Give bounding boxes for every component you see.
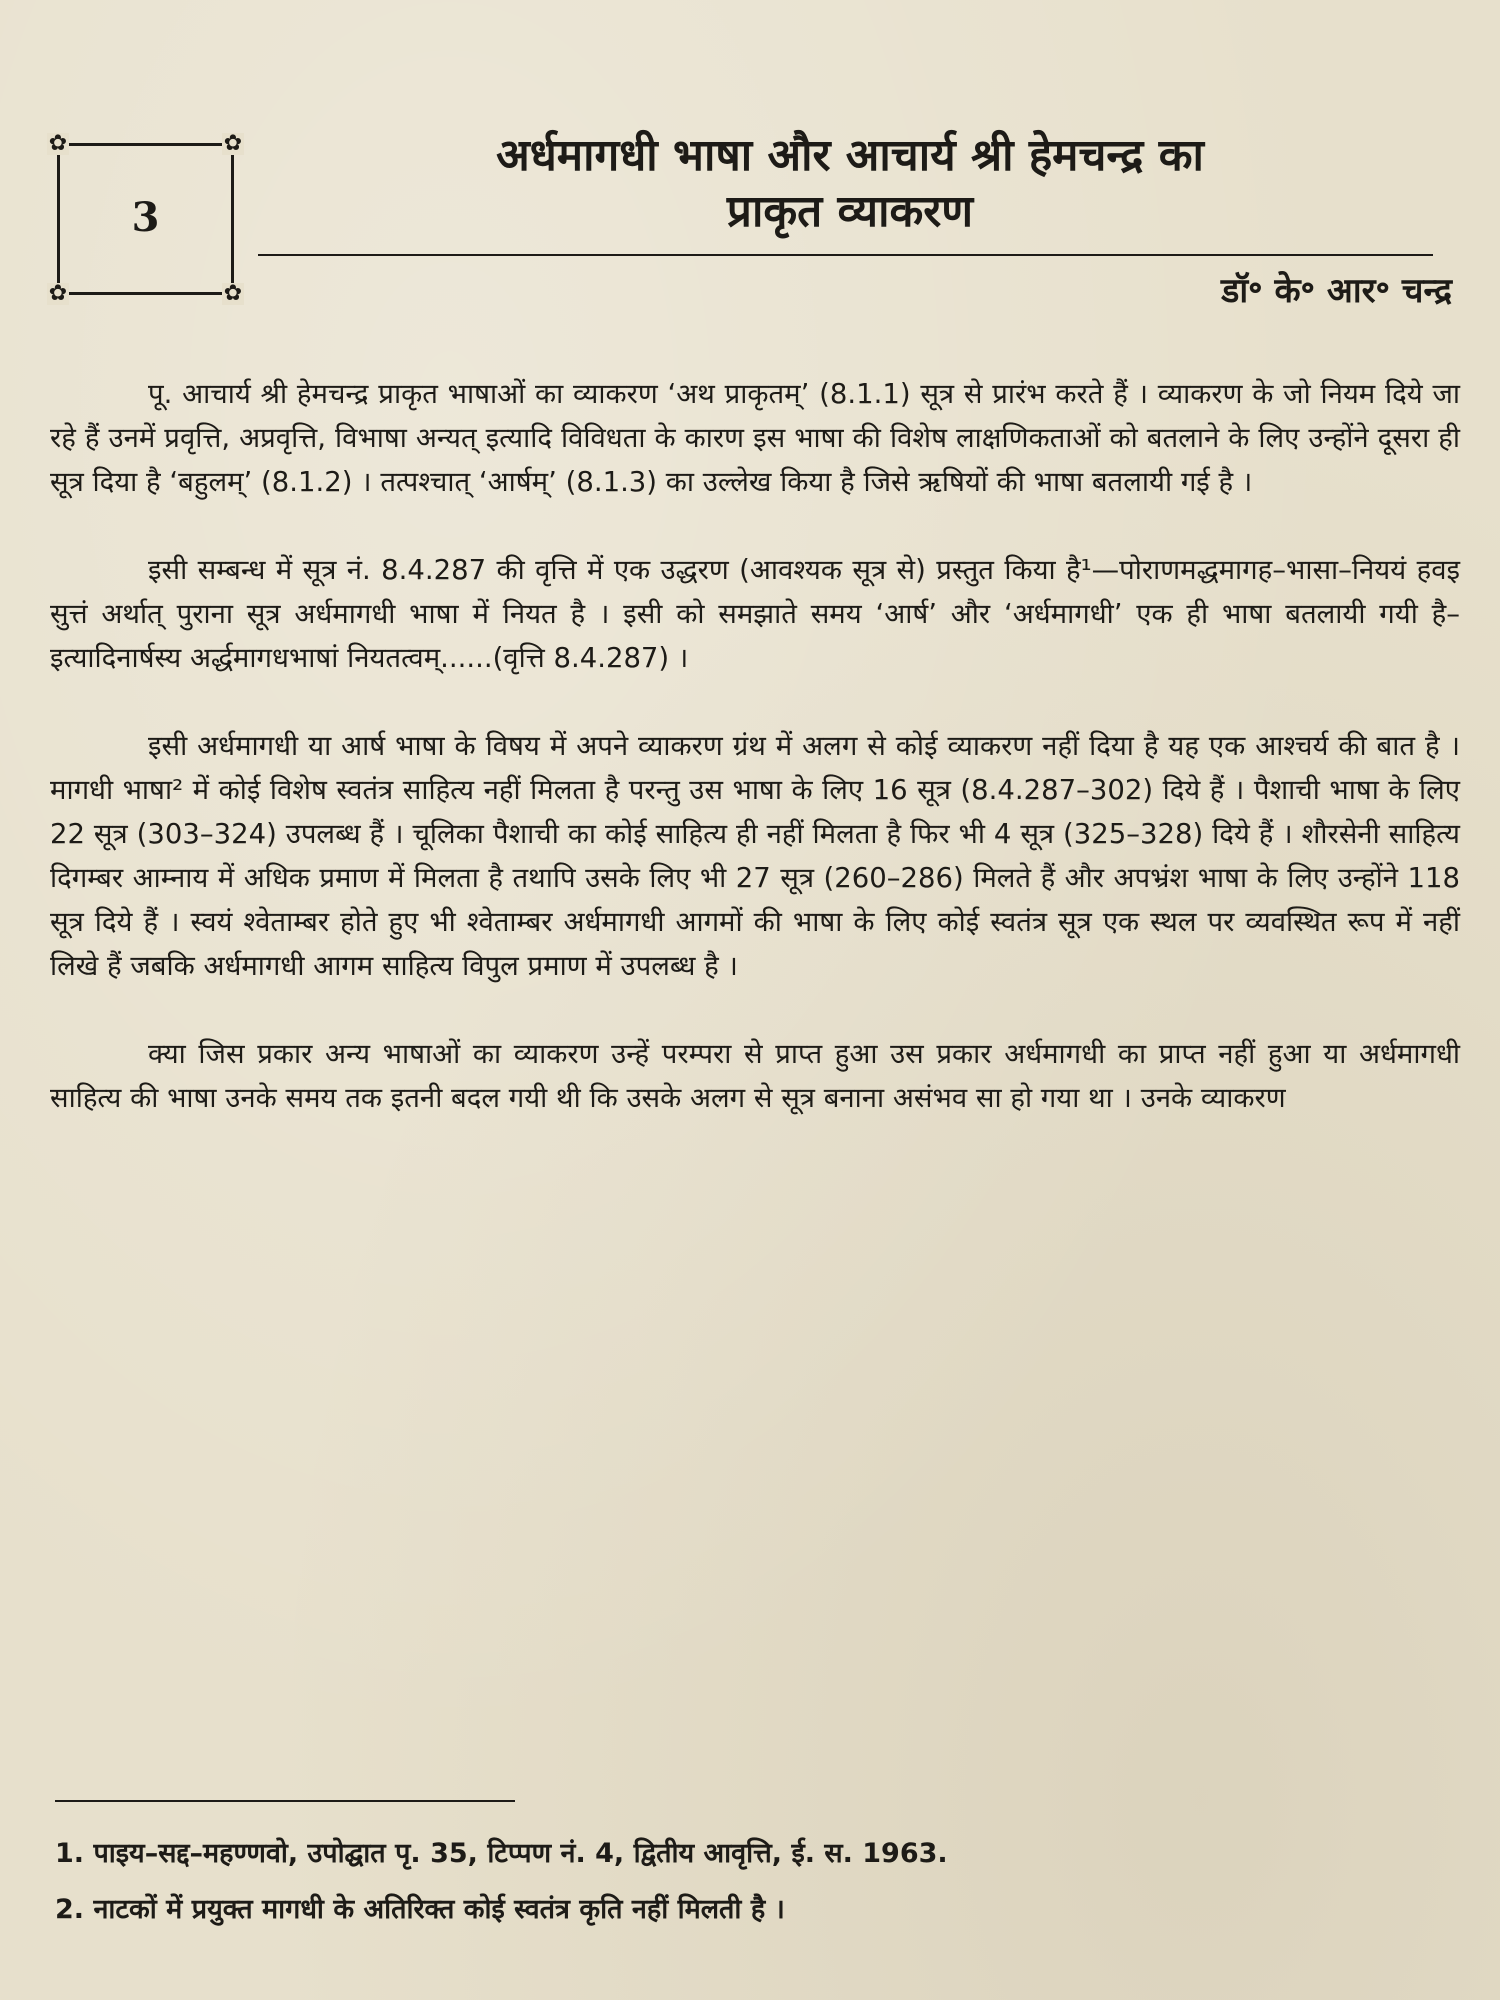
chapter-number: 3 <box>131 194 160 241</box>
paragraph: पू. आचार्य श्री हेमचन्द्र प्राकृत भाषाओं का व्याकरण ‘अथ प्राकृतम्’ (8.1.1) सूत्र से प्रारंभ करते हैं । व्याकरण के जो नियम दिये जा रहे हैं उनमें प्रवृत्ति, अप्रवृत्ति, विभाषा अन्यत् इत्यादि विविधता के कारण इस भाषा की विशेष लाक्षणिकताओं को बतलाने के लिए उन्होंने दूसरा ही सूत्र दिया है ‘बहुलम्’ (8.1.2) । तत्पश्चात् ‘आर्षम्’ (8.1.3) का उल्लेख किया है जिसे ऋषियों की भाषा बतलायी गई है । <box>50 378 1460 498</box>
footnote-divider <box>55 1800 515 1802</box>
flower-ornament-icon: ✿ <box>223 131 243 156</box>
title-line-1: अर्धमागधी भाषा और आचार्य श्री हेमचन्द्र का <box>496 130 1204 181</box>
flower-ornament-icon: ✿ <box>48 131 68 156</box>
flower-ornament-icon: ✿ <box>48 281 68 306</box>
title-divider <box>258 254 1433 256</box>
footnote: 1. पाइय–सद्द–महण्णवो, उपोद्घात पृ. 35, टिप्पण नं. 4, द्वितीय आवृत्ति, ई. स. 1963. <box>55 1838 948 1869</box>
flower-ornament-icon: ✿ <box>223 281 243 306</box>
author-name: डॉ॰ के॰ आर॰ चन्द्र <box>1221 271 1452 311</box>
paragraph: इसी अर्धमागधी या आर्ष भाषा के विषय में अपने व्याकरण ग्रंथ में अलग से कोई व्याकरण नहीं दिया है यह एक आश्चर्य की बात है । मागधी भाषा² में कोई विशेष स्वतंत्र साहित्य नहीं मिलता है परन्तु उस भाषा के लिए 16 सूत्र (8.4.287–302) दिये हैं । पैशाची भाषा के लिए 22 सूत्र (303–324) उपलब्ध हैं । चूलिका पैशाची का कोई साहित्य ही नहीं मिलता है फिर भी 4 सूत्र (325–328) दिये हैं । शौरसेनी साहित्य दिगम्बर आम्नाय में अधिक प्रमाण में मिलता है तथापि उसके लिए भी 27 सूत्र (260–286) मिलते हैं और अपभ्रंश भाषा के लिए उन्होंने 118 सूत्र दिये हैं । स्वयं श्वेताम्बर होते हुए भी श्वेताम्बर अर्धमागधी आगमों की भाषा के लिए कोई स्वतंत्र सूत्र एक स्थल पर व्यवस्थित रूप में नहीं लिखे हैं जबकि अर्धमागधी आगम साहित्य विपुल प्रमाण में उपलब्ध है । <box>50 730 1460 982</box>
paragraph: इसी सम्बन्ध में सूत्र नं. 8.4.287 की वृत्ति में एक उद्धरण (आवश्यक सूत्र से) प्रस्तुत किया है¹—पोराणमद्धमागह–भासा–निययं हवइ सुत्तं अर्थात् पुराना सूत्र अर्धमागधी भाषा में नियत है । इसी को समझाते समय ‘आर्ष’ और ‘अर्धमागधी’ एक ही भाषा बतलायी गयी है–इत्यादिनार्षस्य अर्द्धमागधभाषां नियतत्वम्......(वृत्ति 8.4.287) । <box>50 554 1460 674</box>
footnote: 2. नाटकों में प्रयुक्त मागधी के अतिरिक्त कोई स्वतंत्र कृति नहीं मिलती है । <box>55 1894 785 1925</box>
article-body <box>50 372 1460 1120</box>
page-title <box>300 128 1400 240</box>
chapter-number-box <box>48 131 243 306</box>
paragraph: क्या जिस प्रकार अन्य भाषाओं का व्याकरण उन्हें परम्परा से प्राप्त हुआ उस प्रकार अर्धमागधी का प्राप्त नहीं हुआ या अर्धमागधी साहित्य की भाषा उनके समय तक इतनी बदल गयी थी कि उसके अलग से सूत्र बनाना असंभव सा हो गया था । उनके व्याकरण <box>50 1038 1460 1114</box>
footnotes <box>55 1826 1465 1938</box>
title-line-2: प्राकृत व्याकरण <box>726 186 974 237</box>
